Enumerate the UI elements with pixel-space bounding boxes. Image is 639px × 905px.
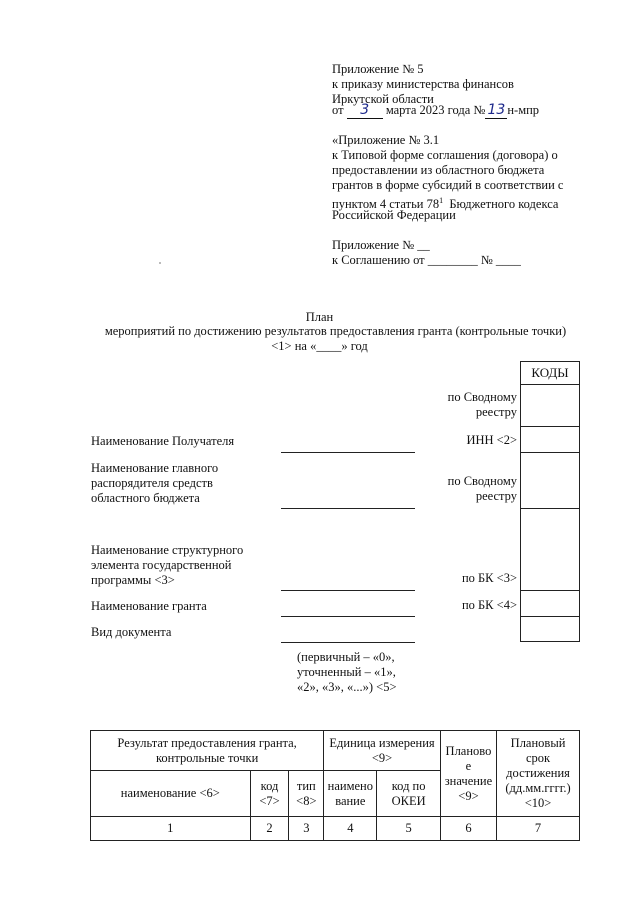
agreement-line-2: к Соглашению от ________ № ____ — [332, 253, 521, 267]
appendix-line-2: к Типовой форме соглашения (договора) о — [332, 148, 558, 162]
label-recipient: Наименование Получателя — [91, 434, 235, 448]
code-cell-doc — [521, 616, 579, 641]
label-svodny-1b: реестру — [475, 405, 517, 419]
plan-year: <1> на «____» год — [271, 339, 368, 353]
table-number-row — [91, 817, 580, 841]
grant-fill-line — [281, 616, 415, 617]
footnote-sup: 1 — [439, 196, 444, 205]
code-cell-inn — [521, 426, 579, 452]
doc-note-3: «2», «3», «...») <5> — [297, 680, 397, 694]
label-element-2: элемента государственной — [91, 558, 232, 572]
table-header-row-1 — [91, 731, 580, 771]
date-day-handwritten: 3 — [347, 103, 383, 119]
col-number-1: 1 — [91, 817, 251, 841]
codes-header: КОДЫ — [531, 365, 569, 380]
th-unit: Единица измерения <9> — [324, 731, 441, 771]
label-doc-type: Вид документа — [91, 625, 172, 639]
date-prefix: от — [332, 103, 344, 117]
th-code: код <7> — [250, 771, 289, 817]
th-type: тип <8> — [289, 771, 324, 817]
element-fill-line — [281, 590, 415, 591]
scan-speck — [159, 262, 161, 264]
label-element-3: программы <3> — [91, 573, 175, 587]
date-rest: марта 2023 года № — [385, 103, 486, 117]
region-line: Иркутской области — [332, 92, 434, 106]
label-grant: Наименование гранта — [91, 599, 207, 613]
label-svodny-1a: по Сводному — [447, 390, 517, 404]
th-plan-value: Планово е значение <9> — [440, 731, 496, 817]
doc-type-fill-line — [281, 642, 415, 643]
label-manager-1: Наименование главного — [91, 461, 219, 475]
order-number-handwritten: 13 — [485, 103, 507, 119]
label-svodny-2b: реестру — [475, 489, 517, 503]
plan-table — [90, 730, 580, 841]
order-line: к приказу министерства финансов — [332, 77, 514, 91]
label-manager-2: распорядителя средств — [91, 476, 213, 490]
appendix-title: Приложение № 5 — [332, 62, 424, 76]
plan-title: План — [305, 310, 334, 324]
code-cell-bk4 — [521, 590, 579, 616]
th-plan-date: Плановый срок достижения (дд.мм.гггг.) <10> — [497, 731, 580, 817]
order-suffix: н-мпр — [507, 103, 540, 117]
agreement-line-1: Приложение № __ — [332, 238, 430, 252]
label-bk3: по БК <3> — [461, 571, 517, 585]
col-number-4: 4 — [324, 817, 377, 841]
appendix-line-3: предоставлении из областного бюджета — [332, 163, 545, 177]
code-cell-bk3 — [521, 508, 579, 590]
col-number-6: 6 — [440, 817, 496, 841]
code-cell-svodny-1 — [521, 384, 579, 426]
th-result: Результат предоставления гранта, контрольные точки — [91, 731, 324, 771]
label-bk4: по БК <4> — [461, 598, 517, 612]
th-okei: код по ОКЕИ — [377, 771, 440, 817]
appendix-line-5-text: пунктом 4 статьи 78 — [332, 197, 440, 212]
code-cell-svodny-2 — [521, 452, 579, 508]
label-manager-3: областного бюджета — [91, 491, 200, 505]
appendix-line-5-tail: Бюджетного кодекса — [449, 197, 559, 212]
appendix-line-7: Российской Федерации — [332, 208, 456, 222]
appendix-line-4: грантов в форме субсидий в соответствии с — [332, 178, 564, 192]
recipient-fill-line — [281, 452, 415, 453]
appendix-line-1: «Приложение № 3.1 — [332, 133, 440, 147]
order-date-line — [332, 103, 539, 119]
th-unit-name: наимено вание — [324, 771, 377, 817]
th-name: наименование <6> — [91, 771, 251, 817]
codes-column — [520, 361, 580, 642]
col-number-5: 5 — [377, 817, 440, 841]
label-svodny-2a: по Сводному — [447, 474, 517, 488]
col-number-2: 2 — [250, 817, 289, 841]
label-inn: ИНН <2> — [466, 433, 517, 447]
col-number-3: 3 — [289, 817, 324, 841]
manager-fill-line — [281, 508, 415, 509]
label-element-1: Наименование структурного — [91, 543, 244, 557]
plan-subtitle: мероприятий по достижению результатов предоставления гранта (контрольные точки) — [104, 324, 567, 338]
col-number-7: 7 — [497, 817, 580, 841]
doc-note-2: уточненный – «1», — [297, 665, 396, 679]
doc-note-1: (первичный – «0», — [297, 650, 395, 664]
